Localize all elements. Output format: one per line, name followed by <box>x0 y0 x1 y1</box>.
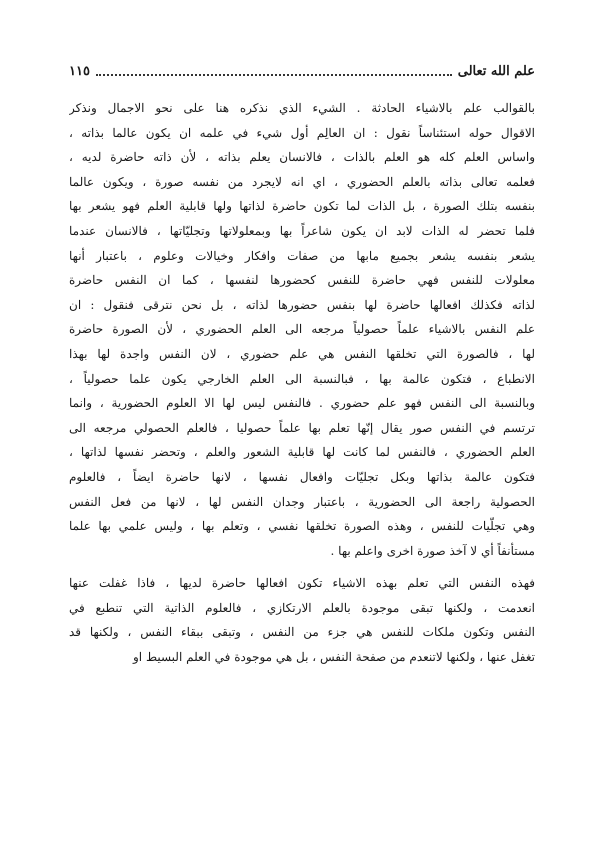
text-line: لذاته فكذلك افعالها حاضرة لها بنفس حضورها لذاته ، بل نحن نترقى فنقول : ان <box>69 297 535 312</box>
page-number: ١١٥ <box>69 63 90 79</box>
text-line: لها ، فالصورة التي تخلقها النفس هي علم حضوري ، لان النفس واجدة لها بهذا <box>69 346 535 361</box>
text-line: مستأنفاً أي لا آخذ صورة اخرى واعلم بها . <box>330 543 535 558</box>
text-line: فتكون عالمة بذاتها وبكل تجليّات وافعال نفسها ، لانها حاضرة ايضاً ، فالعلوم <box>69 469 535 484</box>
body-text <box>69 96 535 670</box>
text-line: يشعر بنفسه يشعر بجميع مابها من صفات وافكار وخيالات وعلوم ، باعتبار أنها <box>69 248 535 263</box>
text-line: فهذه النفس التي تعلم بهذه الاشياء تكون افعالها حاضرة لديها ، فاذا غفلت عنها <box>69 576 535 591</box>
text-line: الانطباع ، فتكون عالمة بها ، فبالنسبة الى العلم الخارجي يكون علما حصولياً ، <box>69 371 535 386</box>
paragraph-1 <box>69 96 535 563</box>
text-line: وهي تجلّيات للنفس ، وهذه الصورة تخلقها نفسي ، وتعلم بها ، وليس علمي بها علما <box>69 519 535 534</box>
text-line: انعدمت ، ولكنها تبقى موجودة بالعلم الارتكازي ، فالعلوم الذاتية التي تنطبع في <box>69 600 535 615</box>
paragraph-2 <box>69 571 535 669</box>
text-line: معلولات للنفس فهي حاضرة للنفس كحضورها لنفسها ، كما ان النفس حاضرة <box>69 273 535 288</box>
text-line: وبالنسبة الى النفس فهو علم حضوري . فالنفس ليس لها الا العلوم الحضورية ، وانما <box>69 396 535 411</box>
text-line: فلما تحضر له الذات لابد ان يكون شاعراً بها وبمعلولاتها وتجليّاتها ، فالانسان عندما <box>69 223 535 238</box>
text-line: فعلمه تعالى بذاته بالعلم الحضوري ، اي انه لايجرد من نفسه صورة ، ويكون عالما <box>69 174 535 189</box>
text-line: بنفسه بتلك الصورة ، بل الذات لما تكون حاضرة لذاتها ولها قابلية العلم فهو يشعر بها <box>69 199 535 214</box>
text-line: الحصولية راجعة الى الحضورية ، باعتبار وجدان النفس لها ، لانها من فعل النفس <box>69 494 535 509</box>
text-line: العلم الحضوري ، فالنفس لما كانت لها قابلية الشعور والعلم ، وتحضر نفسها لذاتها ، <box>69 445 535 460</box>
text-line: الاقوال حوله استئناساً نقول : ان العالِم أول شيء في علمه ان يكون عالما بذاته ، <box>69 125 535 140</box>
text-line: تغفل عنها ، ولكنها لاتنعدم من صفحة النفس ، بل هي موجودة في العلم البسيط او <box>133 650 535 665</box>
text-line: بالقوالب علم بالاشياء الحادثة . الشيء الذي نذكره هنا على نحو الاجمال ونذكر <box>69 101 535 115</box>
running-title: علم الله تعالى <box>457 63 535 79</box>
paragraph-gap <box>69 563 535 571</box>
page-header <box>69 58 535 84</box>
text-line: النفس وتكون ملكات للنفس هي جزء من النفس ، وتبقى ببقاء النفس ، ولكنها قد <box>69 625 535 640</box>
text-line: علم النفس بالاشياء علماً حصولياً مرجعه الى العلم الحضوري ، لأن الصورة حاضرة <box>69 322 535 337</box>
text-line: واساس العلم كله هو العلم بالذات ، فالانسان يعلم بذاته ، لأن ذاته حاضرة لديه ، <box>69 150 535 165</box>
text-line: ترتسم في النفس صور يقال إنّها تعلم بها علماً حصوليا ، فالعلم الحصولي مرجعه الى <box>69 420 535 435</box>
dotted-leader <box>96 74 452 76</box>
